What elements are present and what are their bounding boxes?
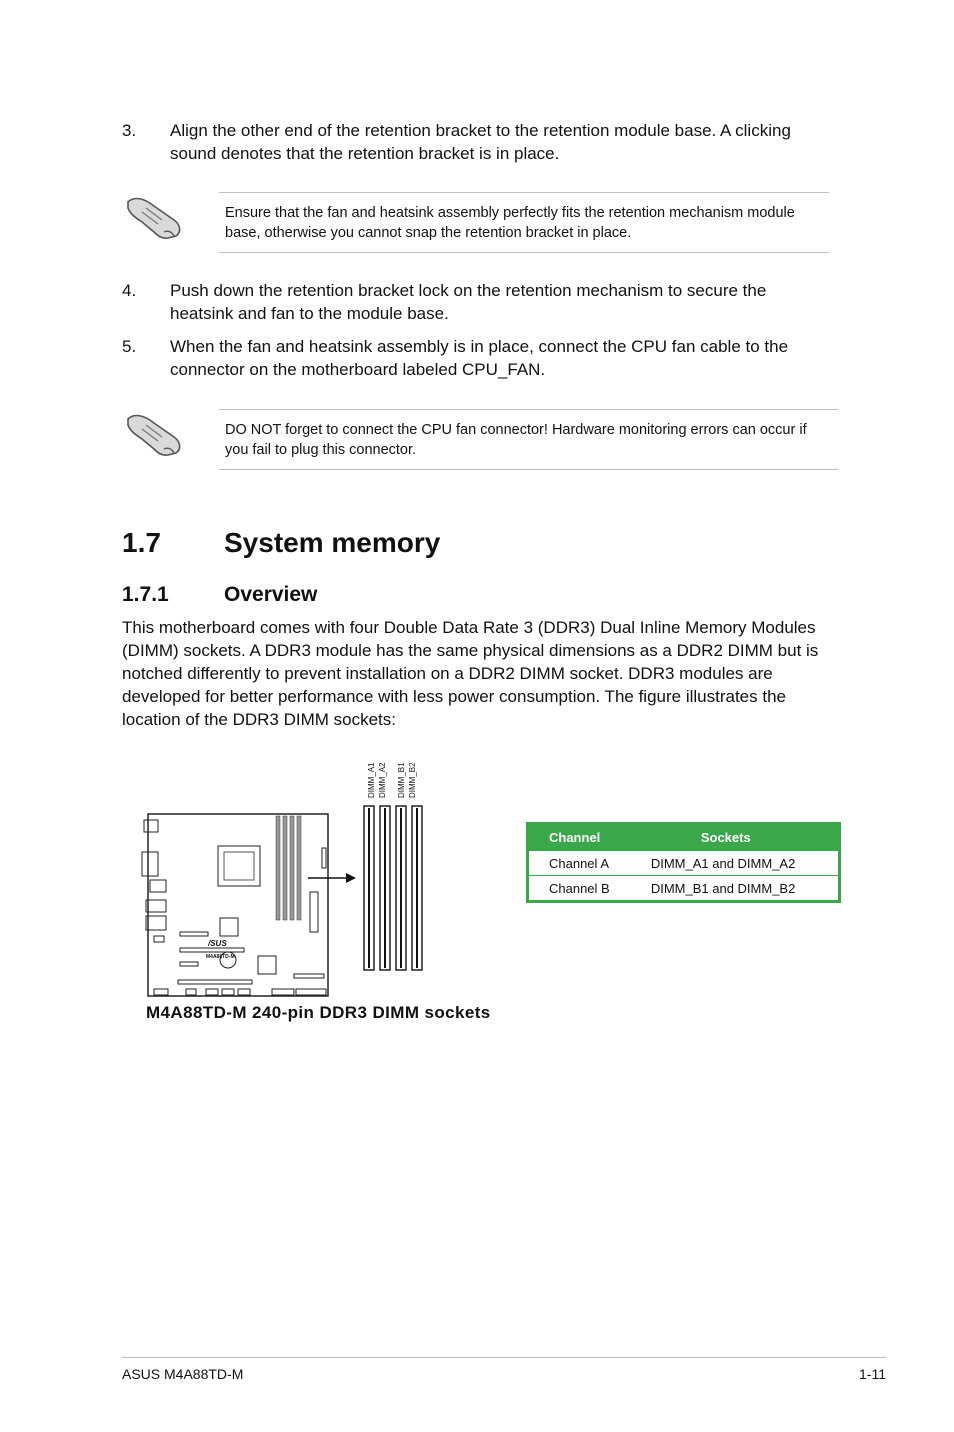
note-text: DO NOT forget to connect the CPU fan connector! Hardware monitoring errors can occur if you fail to plug this connector. xyxy=(225,422,807,458)
table-row xyxy=(528,851,840,876)
board-model: M4A88TD-M xyxy=(206,954,235,960)
channel-table xyxy=(526,822,841,903)
note-box xyxy=(219,192,829,253)
dimm-slots-enlarged xyxy=(364,806,422,970)
step-text: Push down the retention bracket lock on the retention mechanism to secure the heatsink and fan to the module base. xyxy=(170,281,767,323)
table-cell: Channel A xyxy=(528,851,631,876)
board-logo: /SUS xyxy=(208,939,227,948)
step-number: 3. xyxy=(122,121,137,140)
figure-caption: M4A88TD-M 240-pin DDR3 DIMM sockets xyxy=(146,1003,491,1022)
dimm-label-b2: DIMM_B2 xyxy=(408,762,417,798)
dimm-label-a2: DIMM_A2 xyxy=(378,762,387,798)
table-header-row xyxy=(528,824,840,851)
pointing-hand-icon xyxy=(124,409,188,459)
step-text: When the fan and heatsink assembly is in place, connect the CPU fan cable to the connector on the motherboard labeled CPU_FAN. xyxy=(170,337,789,379)
motherboard-diagram xyxy=(140,752,440,1000)
table-row xyxy=(528,876,840,902)
overview-paragraph: This motherboard comes with four Double Data Rate 3 (DDR3) Dual Inline Memory Modules (DIMM) sockets. A DDR3 module has the same physical dimensions as a DDR2 DIMM but is notched differently to prevent installation on a DDR2 DIMM socket. DDR3 modules are developed for better performance with less power consumption. The figure illustrates the location of the DDR3 DIMM sockets: xyxy=(122,618,819,729)
section-title: System memory xyxy=(224,527,441,558)
footer-page-number: 1-11 xyxy=(859,1366,886,1382)
dimm-label-a1: DIMM_A1 xyxy=(367,762,376,798)
table-cell: DIMM_A1 and DIMM_A2 xyxy=(631,851,840,876)
footer-divider xyxy=(122,1357,886,1358)
step-text: Align the other end of the retention bracket to the retention module base. A clicking sound denotes that the retention bracket is in place. xyxy=(170,121,791,163)
subsection-number: 1.7.1 xyxy=(122,583,169,606)
section-number: 1.7 xyxy=(122,527,161,558)
warning-box xyxy=(219,409,838,470)
note-text: Ensure that the fan and heatsink assembly perfectly fits the retention mechanism module base, otherwise you cannot snap the retention bracket in place. xyxy=(225,205,795,241)
table-cell: DIMM_B1 and DIMM_B2 xyxy=(631,876,840,902)
table-cell: Channel B xyxy=(528,876,631,902)
subsection-title: Overview xyxy=(224,583,318,606)
step-number: 5. xyxy=(122,337,137,356)
header-sockets: Sockets xyxy=(631,824,840,851)
header-channel: Channel xyxy=(528,824,631,851)
dimm-label-b1: DIMM_B1 xyxy=(397,762,406,798)
step-number: 4. xyxy=(122,281,137,300)
footer-product: ASUS M4A88TD-M xyxy=(122,1366,244,1382)
pointing-hand-icon xyxy=(124,192,188,242)
